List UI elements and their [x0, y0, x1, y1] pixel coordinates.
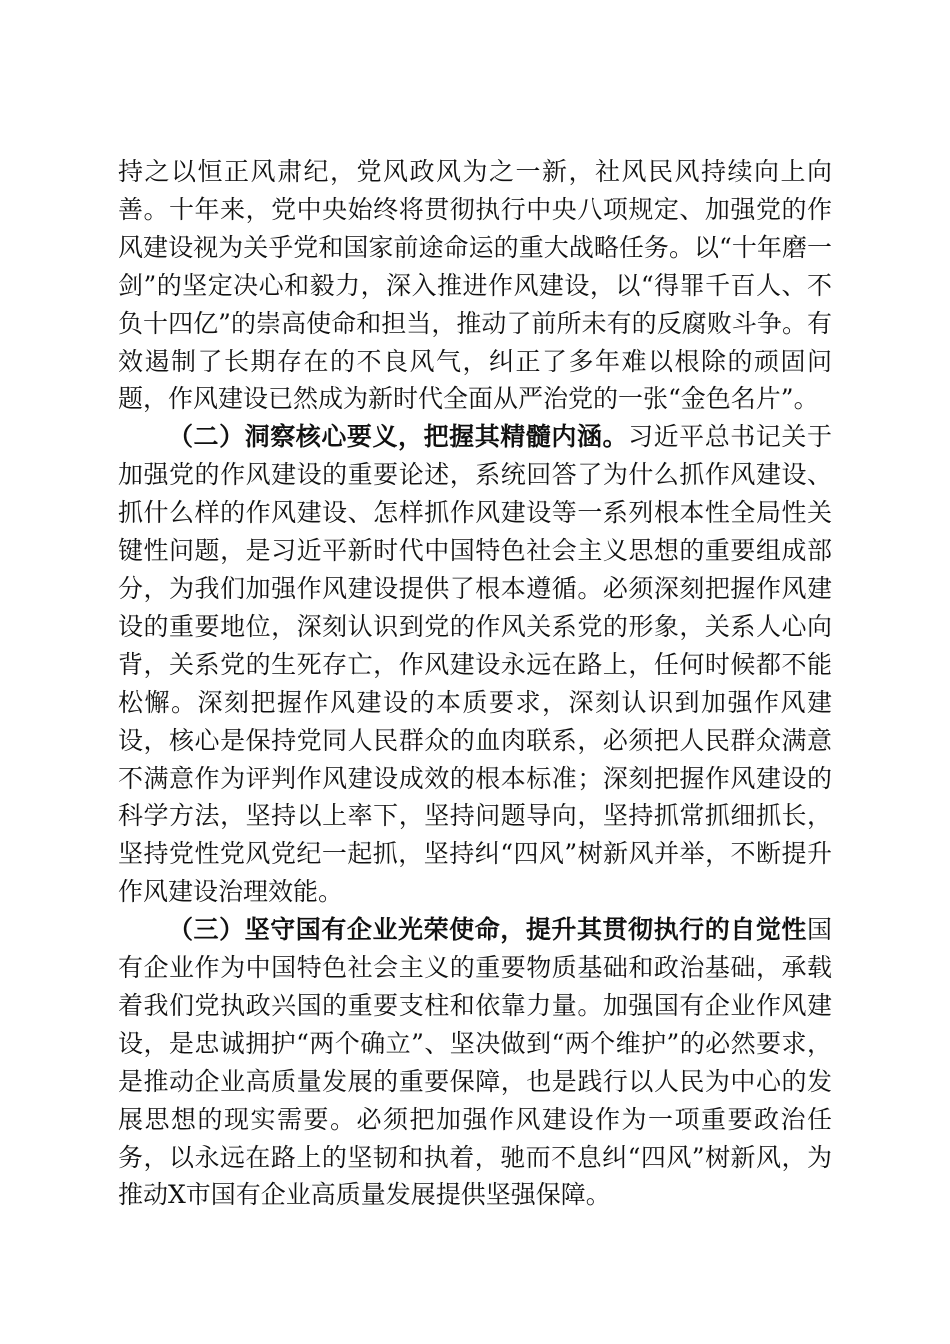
paragraph-2: [118, 418, 832, 911]
document-body: [118, 153, 832, 1214]
paragraph-2-text: 习近平总书记关于加强党的作风建设的重要论述，系统回答了为什么抓作风建设、抓什么样的作风建设、怎样抓作风建设等一系列根本性全局性关键性问题，是习近平新时代中国特色社会主义思想的重要组成部分，为我们加强作风建设提供了根本遵循。必须深刻把握作风建设的重要地位，深刻认识到党的作风关系党的形象，关系人心向背，关系党的生死存亡，作风建设永远在路上，任何时候都不能松懈。深刻把握作风建设的本质要求，深刻认识到加强作风建设，核心是保持党同人民群众的血肉联系，必须把人民群众满意不满意作为评判作风建设成效的根本标准；深刻把握作风建设的科学方法，坚持以上率下，坚持问题导向，坚持抓常抓细抓长，坚持党性党风党纪一起抓，坚持纠“四风”树新风并举，不断提升作风建设治理效能。: [118, 422, 832, 907]
paragraph-3-text: 国有企业作为中国特色社会主义的重要物质基础和政治基础，承载着我们党执政兴国的重要支柱和依靠力量。加强国有企业作风建设，是忠诚拥护“两个确立”、坚决做到“两个维护”的必然要求，是推动企业高质量发展的重要保障，也是践行以人民为中心的发展思想的现实需要。必须把加强作风建设作为一项重要政治任务，以永远在路上的坚韧和执着，驰而不息纠“四风”树新风，为推动X市国有企业高质量发展提供坚强保障。: [118, 915, 832, 1210]
paragraph-1: [118, 153, 832, 418]
paragraph-3-heading: （三）坚守国有企业光荣使命，提升其贯彻执行的自觉性: [168, 915, 807, 945]
paragraph-2-heading: （二）洞察核心要义，把握其精髓内涵。: [168, 422, 629, 452]
paragraph-1-text: 持之以恒正风肃纪，党风政风为之一新，社风民风持续向上向善。十年来，党中央始终将贯彻执行中央八项规定、加强党的作风建设视为关乎党和国家前途命运的重大战略任务。以“十年磨一剑”的坚定决心和毅力，深入推进作风建设，以“得罪千百人、不负十四亿”的崇高使命和担当，推动了前所未有的反腐败斗争。有效遏制了长期存在的不良风气，纠正了多年难以根除的顽固问题，作风建设已然成为新时代全面从严治党的一张“金色名片”。: [118, 157, 832, 414]
paragraph-3: [118, 911, 832, 1214]
